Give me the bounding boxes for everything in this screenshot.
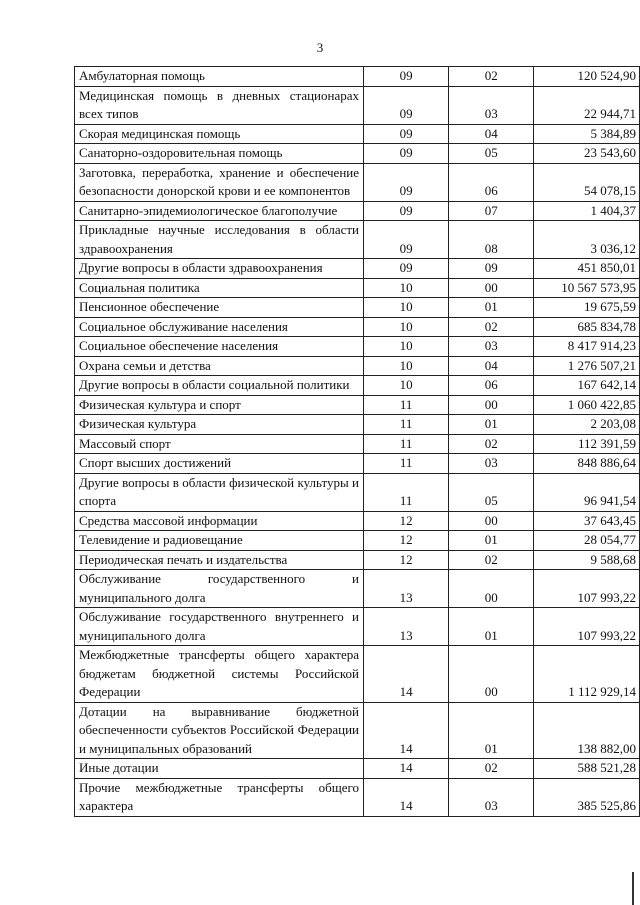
- page-number: 3: [316, 40, 324, 55]
- amount-cell: 54 078,15: [534, 163, 640, 201]
- amount-cell: 2 203,08: [534, 415, 640, 435]
- subsection-code-cell: 02: [449, 317, 534, 337]
- subsection-code-cell: 01: [449, 298, 534, 318]
- expense-name-cell: Межбюджетные трансферты общего характера бюджетам бюджетной системы Российской Федерации: [75, 646, 364, 703]
- amount-cell: 107 993,22: [534, 570, 640, 608]
- amount-cell: 28 054,77: [534, 531, 640, 551]
- subsection-code-cell: 01: [449, 608, 534, 646]
- expense-name-cell: Скорая медицинская помощь: [75, 124, 364, 144]
- amount-cell: 1 404,37: [534, 201, 640, 221]
- expense-name-cell: Другие вопросы в области социальной политики: [75, 376, 364, 396]
- section-code-cell: 10: [364, 356, 449, 376]
- expense-name-cell: Физическая культура: [75, 415, 364, 435]
- amount-cell: 5 384,89: [534, 124, 640, 144]
- amount-cell: 10 567 573,95: [534, 278, 640, 298]
- expense-name-cell: Социальное обеспечение населения: [75, 337, 364, 357]
- amount-cell: 19 675,59: [534, 298, 640, 318]
- section-code-cell: 12: [364, 550, 449, 570]
- section-code-cell: 14: [364, 778, 449, 816]
- table-row: [75, 86, 640, 124]
- table-row: [75, 778, 640, 816]
- expense-name-cell: Периодическая печать и издательства: [75, 550, 364, 570]
- subsection-code-cell: 01: [449, 531, 534, 551]
- section-code-cell: 10: [364, 298, 449, 318]
- section-code-cell: 09: [364, 67, 449, 87]
- section-code-cell: 14: [364, 759, 449, 779]
- expense-name-cell: Дотации на выравнивание бюджетной обеспеченности субъектов Российской Федерации и муниципальных образований: [75, 702, 364, 759]
- table-row: [75, 531, 640, 551]
- amount-cell: 8 417 914,23: [534, 337, 640, 357]
- amount-cell: 3 036,12: [534, 221, 640, 259]
- subsection-code-cell: 02: [449, 759, 534, 779]
- budget-table: [74, 66, 640, 817]
- table-row: [75, 702, 640, 759]
- amount-cell: 588 521,28: [534, 759, 640, 779]
- expense-name-cell: Спорт высших достижений: [75, 454, 364, 474]
- table-row: [75, 570, 640, 608]
- expense-name-cell: Другие вопросы в области физической культуры и спорта: [75, 473, 364, 511]
- subsection-code-cell: 02: [449, 550, 534, 570]
- amount-cell: 685 834,78: [534, 317, 640, 337]
- subsection-code-cell: 03: [449, 337, 534, 357]
- subsection-code-cell: 08: [449, 221, 534, 259]
- expense-name-cell: Другие вопросы в области здравоохранения: [75, 259, 364, 279]
- subsection-code-cell: 01: [449, 702, 534, 759]
- table-row: [75, 163, 640, 201]
- amount-cell: 22 944,71: [534, 86, 640, 124]
- table-row: [75, 201, 640, 221]
- section-code-cell: 09: [364, 144, 449, 164]
- amount-cell: 23 543,60: [534, 144, 640, 164]
- section-code-cell: 09: [364, 163, 449, 201]
- table-row: [75, 144, 640, 164]
- amount-cell: 385 525,86: [534, 778, 640, 816]
- section-code-cell: 10: [364, 317, 449, 337]
- section-code-cell: 10: [364, 278, 449, 298]
- table-row: [75, 259, 640, 279]
- expense-name-cell: Прочие межбюджетные трансферты общего характера: [75, 778, 364, 816]
- section-code-cell: 10: [364, 376, 449, 396]
- subsection-code-cell: 04: [449, 124, 534, 144]
- table-row: [75, 608, 640, 646]
- expense-name-cell: Заготовка, переработка, хранение и обеспечение безопасности донорской крови и ее компонентов: [75, 163, 364, 201]
- table-row: [75, 317, 640, 337]
- section-code-cell: 10: [364, 337, 449, 357]
- subsection-code-cell: 05: [449, 473, 534, 511]
- expense-name-cell: Физическая культура и спорт: [75, 395, 364, 415]
- expense-name-cell: Социальная политика: [75, 278, 364, 298]
- expense-name-cell: Обслуживание государственного и муниципального долга: [75, 570, 364, 608]
- expense-name-cell: Санаторно-оздоровительная помощь: [75, 144, 364, 164]
- subsection-code-cell: 03: [449, 86, 534, 124]
- table-row: [75, 298, 640, 318]
- amount-cell: 107 993,22: [534, 608, 640, 646]
- amount-cell: 96 941,54: [534, 473, 640, 511]
- expense-name-cell: Массовый спорт: [75, 434, 364, 454]
- table-row: [75, 511, 640, 531]
- table-row: [75, 454, 640, 474]
- table-row: [75, 646, 640, 703]
- subsection-code-cell: 03: [449, 778, 534, 816]
- section-code-cell: 11: [364, 415, 449, 435]
- subsection-code-cell: 00: [449, 395, 534, 415]
- expense-name-cell: Санитарно-эпидемиологическое благополучие: [75, 201, 364, 221]
- expense-name-cell: Амбулаторная помощь: [75, 67, 364, 87]
- expense-name-cell: Обслуживание государственного внутреннего и муниципального долга: [75, 608, 364, 646]
- expense-name-cell: Средства массовой информации: [75, 511, 364, 531]
- table-row: [75, 395, 640, 415]
- section-code-cell: 09: [364, 86, 449, 124]
- subsection-code-cell: 00: [449, 646, 534, 703]
- section-code-cell: 13: [364, 608, 449, 646]
- subsection-code-cell: 03: [449, 454, 534, 474]
- subsection-code-cell: 02: [449, 67, 534, 87]
- section-code-cell: 14: [364, 702, 449, 759]
- table-row: [75, 473, 640, 511]
- expense-name-cell: Прикладные научные исследования в области здравоохранения: [75, 221, 364, 259]
- table-row: [75, 434, 640, 454]
- expense-name-cell: Телевидение и радиовещание: [75, 531, 364, 551]
- subsection-code-cell: 00: [449, 570, 534, 608]
- subsection-code-cell: 00: [449, 278, 534, 298]
- amount-cell: 37 643,45: [534, 511, 640, 531]
- expense-name-cell: Иные дотации: [75, 759, 364, 779]
- page-edge-mark: [632, 872, 634, 905]
- subsection-code-cell: 07: [449, 201, 534, 221]
- section-code-cell: 09: [364, 259, 449, 279]
- amount-cell: 1 112 929,14: [534, 646, 640, 703]
- section-code-cell: 14: [364, 646, 449, 703]
- amount-cell: 848 886,64: [534, 454, 640, 474]
- amount-cell: 9 588,68: [534, 550, 640, 570]
- subsection-code-cell: 06: [449, 376, 534, 396]
- subsection-code-cell: 04: [449, 356, 534, 376]
- amount-cell: 451 850,01: [534, 259, 640, 279]
- table-row: [75, 221, 640, 259]
- subsection-code-cell: 09: [449, 259, 534, 279]
- budget-table-body: [75, 67, 640, 817]
- expense-name-cell: Охрана семьи и детства: [75, 356, 364, 376]
- table-row: [75, 278, 640, 298]
- amount-cell: 1 276 507,21: [534, 356, 640, 376]
- section-code-cell: 11: [364, 434, 449, 454]
- table-row: [75, 67, 640, 87]
- table-row: [75, 124, 640, 144]
- amount-cell: 138 882,00: [534, 702, 640, 759]
- section-code-cell: 12: [364, 511, 449, 531]
- amount-cell: 120 524,90: [534, 67, 640, 87]
- subsection-code-cell: 06: [449, 163, 534, 201]
- section-code-cell: 09: [364, 221, 449, 259]
- table-row: [75, 415, 640, 435]
- table-row: [75, 550, 640, 570]
- section-code-cell: 09: [364, 201, 449, 221]
- table-row: [75, 337, 640, 357]
- section-code-cell: 11: [364, 473, 449, 511]
- amount-cell: 167 642,14: [534, 376, 640, 396]
- subsection-code-cell: 05: [449, 144, 534, 164]
- expense-name-cell: Социальное обслуживание населения: [75, 317, 364, 337]
- expense-name-cell: Пенсионное обеспечение: [75, 298, 364, 318]
- amount-cell: 112 391,59: [534, 434, 640, 454]
- expense-name-cell: Медицинская помощь в дневных стационарах всех типов: [75, 86, 364, 124]
- subsection-code-cell: 02: [449, 434, 534, 454]
- section-code-cell: 11: [364, 454, 449, 474]
- section-code-cell: 11: [364, 395, 449, 415]
- amount-cell: 1 060 422,85: [534, 395, 640, 415]
- section-code-cell: 12: [364, 531, 449, 551]
- subsection-code-cell: 00: [449, 511, 534, 531]
- table-row: [75, 376, 640, 396]
- table-row: [75, 759, 640, 779]
- table-row: [75, 356, 640, 376]
- subsection-code-cell: 01: [449, 415, 534, 435]
- section-code-cell: 09: [364, 124, 449, 144]
- section-code-cell: 13: [364, 570, 449, 608]
